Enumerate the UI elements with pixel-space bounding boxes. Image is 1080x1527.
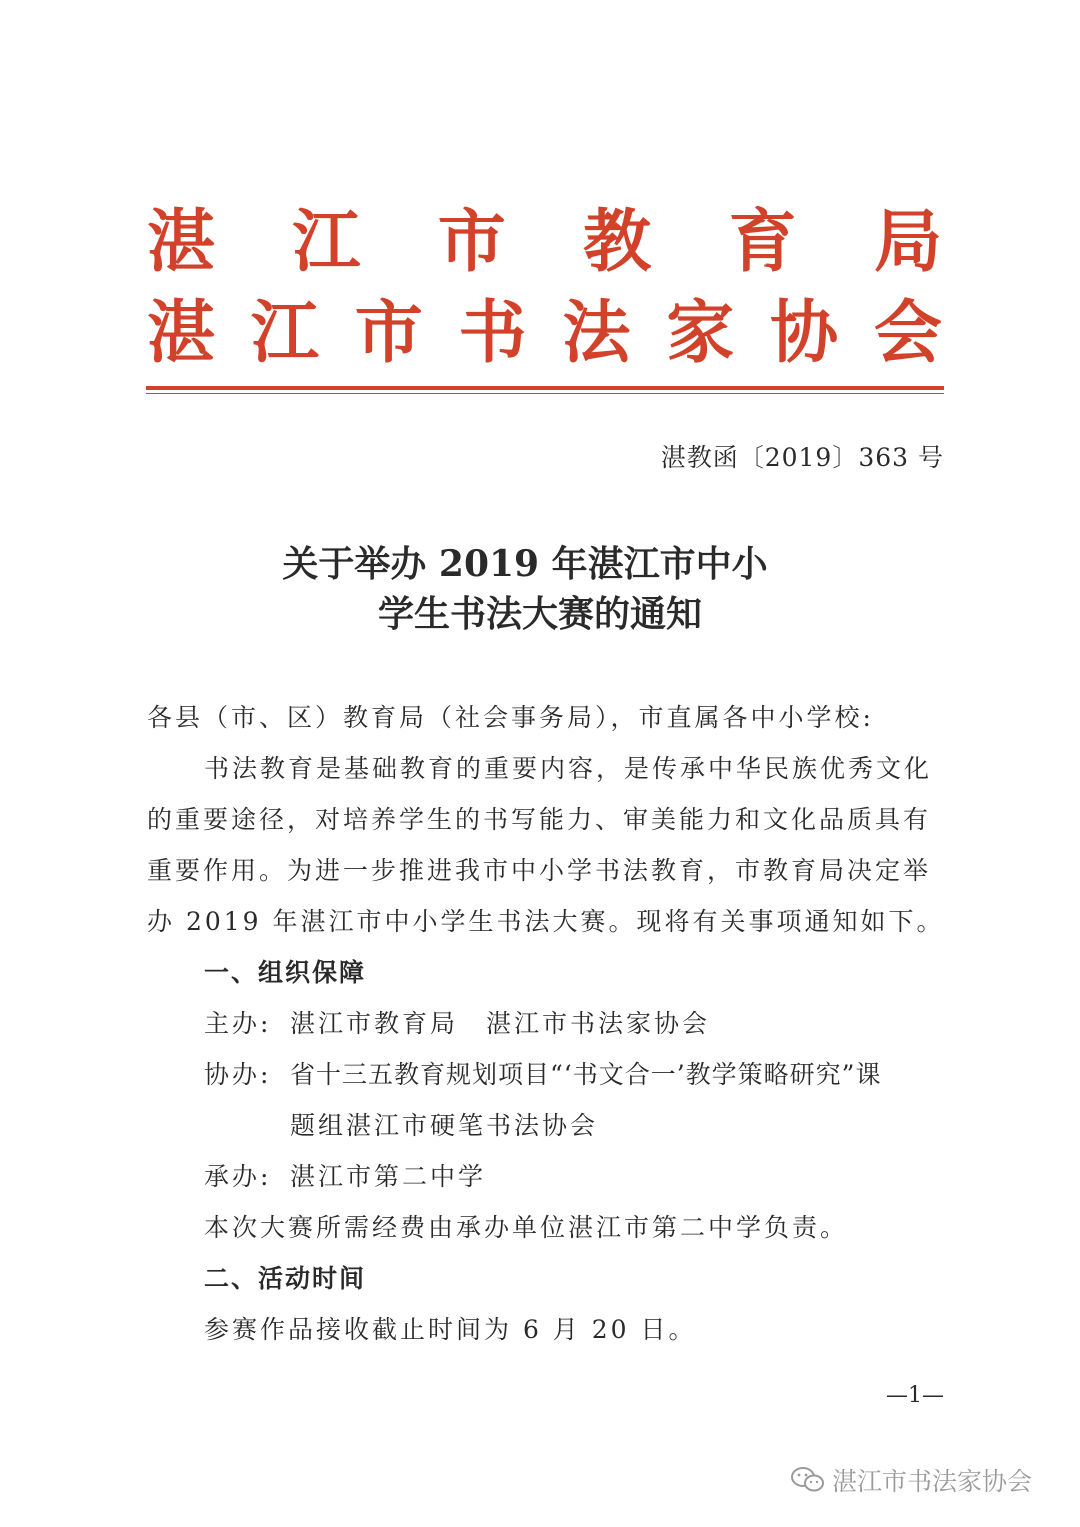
intro-line: 的重要途径，对培养学生的书写能力、审美能力和文化品质具有 bbox=[147, 805, 932, 834]
issuer-char: 江 bbox=[250, 294, 319, 373]
issuer-char: 书 bbox=[458, 294, 527, 373]
section-heading-schedule: 二、活动时间 bbox=[204, 1264, 367, 1293]
addressee: 各县（市、区）教育局（社会事务局），市直属各中小学校: bbox=[147, 703, 874, 732]
issuer-char: 会 bbox=[873, 294, 942, 373]
issuer-char: 育 bbox=[728, 203, 797, 282]
page-number: —1— bbox=[886, 1383, 944, 1408]
header-divider-thin bbox=[146, 393, 944, 394]
issuer-char: 湛 bbox=[147, 294, 216, 373]
issuer-char: 协 bbox=[770, 294, 839, 373]
issuer-name-calligraphy-association bbox=[147, 294, 942, 374]
wechat-icon bbox=[790, 1465, 826, 1495]
deadline-text: 参赛作品接收截止时间为 6 月 20 日。 bbox=[204, 1315, 697, 1344]
document-title-line-1: 关于举办 2019 年湛江市中小 bbox=[282, 543, 768, 585]
issuer-char: 市 bbox=[354, 294, 423, 373]
host-value: 湛江市教育局 湛江市书法家协会 bbox=[290, 1009, 711, 1038]
co-organizer-value-line-1: 省十三五教育规划项目“‘书文合一’教学策略研究”课 bbox=[290, 1060, 882, 1089]
funding-note: 本次大赛所需经费由承办单位湛江市第二中学负责。 bbox=[204, 1213, 849, 1242]
co-organizer-value-line-2: 题组湛江市硬笔书法协会 bbox=[290, 1111, 599, 1140]
undertaker-value: 湛江市第二中学 bbox=[290, 1162, 487, 1191]
intro-line: 重要作用。为进一步推进我市中小学书法教育，市教育局决定举 bbox=[147, 856, 932, 885]
wechat-watermark bbox=[790, 1460, 1032, 1500]
issuer-char: 家 bbox=[666, 294, 735, 373]
document-number: 湛教函〔2019〕363 号 bbox=[660, 443, 944, 472]
document-title-line-2: 学生书法大赛的通知 bbox=[377, 593, 702, 635]
intro-line: 书法教育是基础教育的重要内容，是传承中华民族优秀文化 bbox=[204, 754, 933, 783]
header-divider-thick bbox=[146, 386, 944, 390]
undertaker-label: 承办: bbox=[204, 1162, 272, 1191]
issuer-char: 局 bbox=[873, 203, 942, 282]
issuer-char: 湛 bbox=[147, 203, 216, 282]
issuer-char: 法 bbox=[562, 294, 631, 373]
host-label: 主办: bbox=[204, 1009, 272, 1038]
intro-line: 办 2019 年湛江市中小学生书法大赛。现将有关事项通知如下。 bbox=[147, 907, 945, 936]
issuer-char: 市 bbox=[437, 203, 506, 282]
issuer-char: 江 bbox=[292, 203, 361, 282]
section-heading-organization: 一、组织保障 bbox=[204, 958, 367, 987]
issuer-char: 教 bbox=[583, 203, 652, 282]
watermark-text: 湛江市书法家协会 bbox=[832, 1467, 1033, 1496]
issuer-name-education-bureau bbox=[147, 203, 942, 283]
co-organizer-label: 协办: bbox=[204, 1060, 272, 1089]
